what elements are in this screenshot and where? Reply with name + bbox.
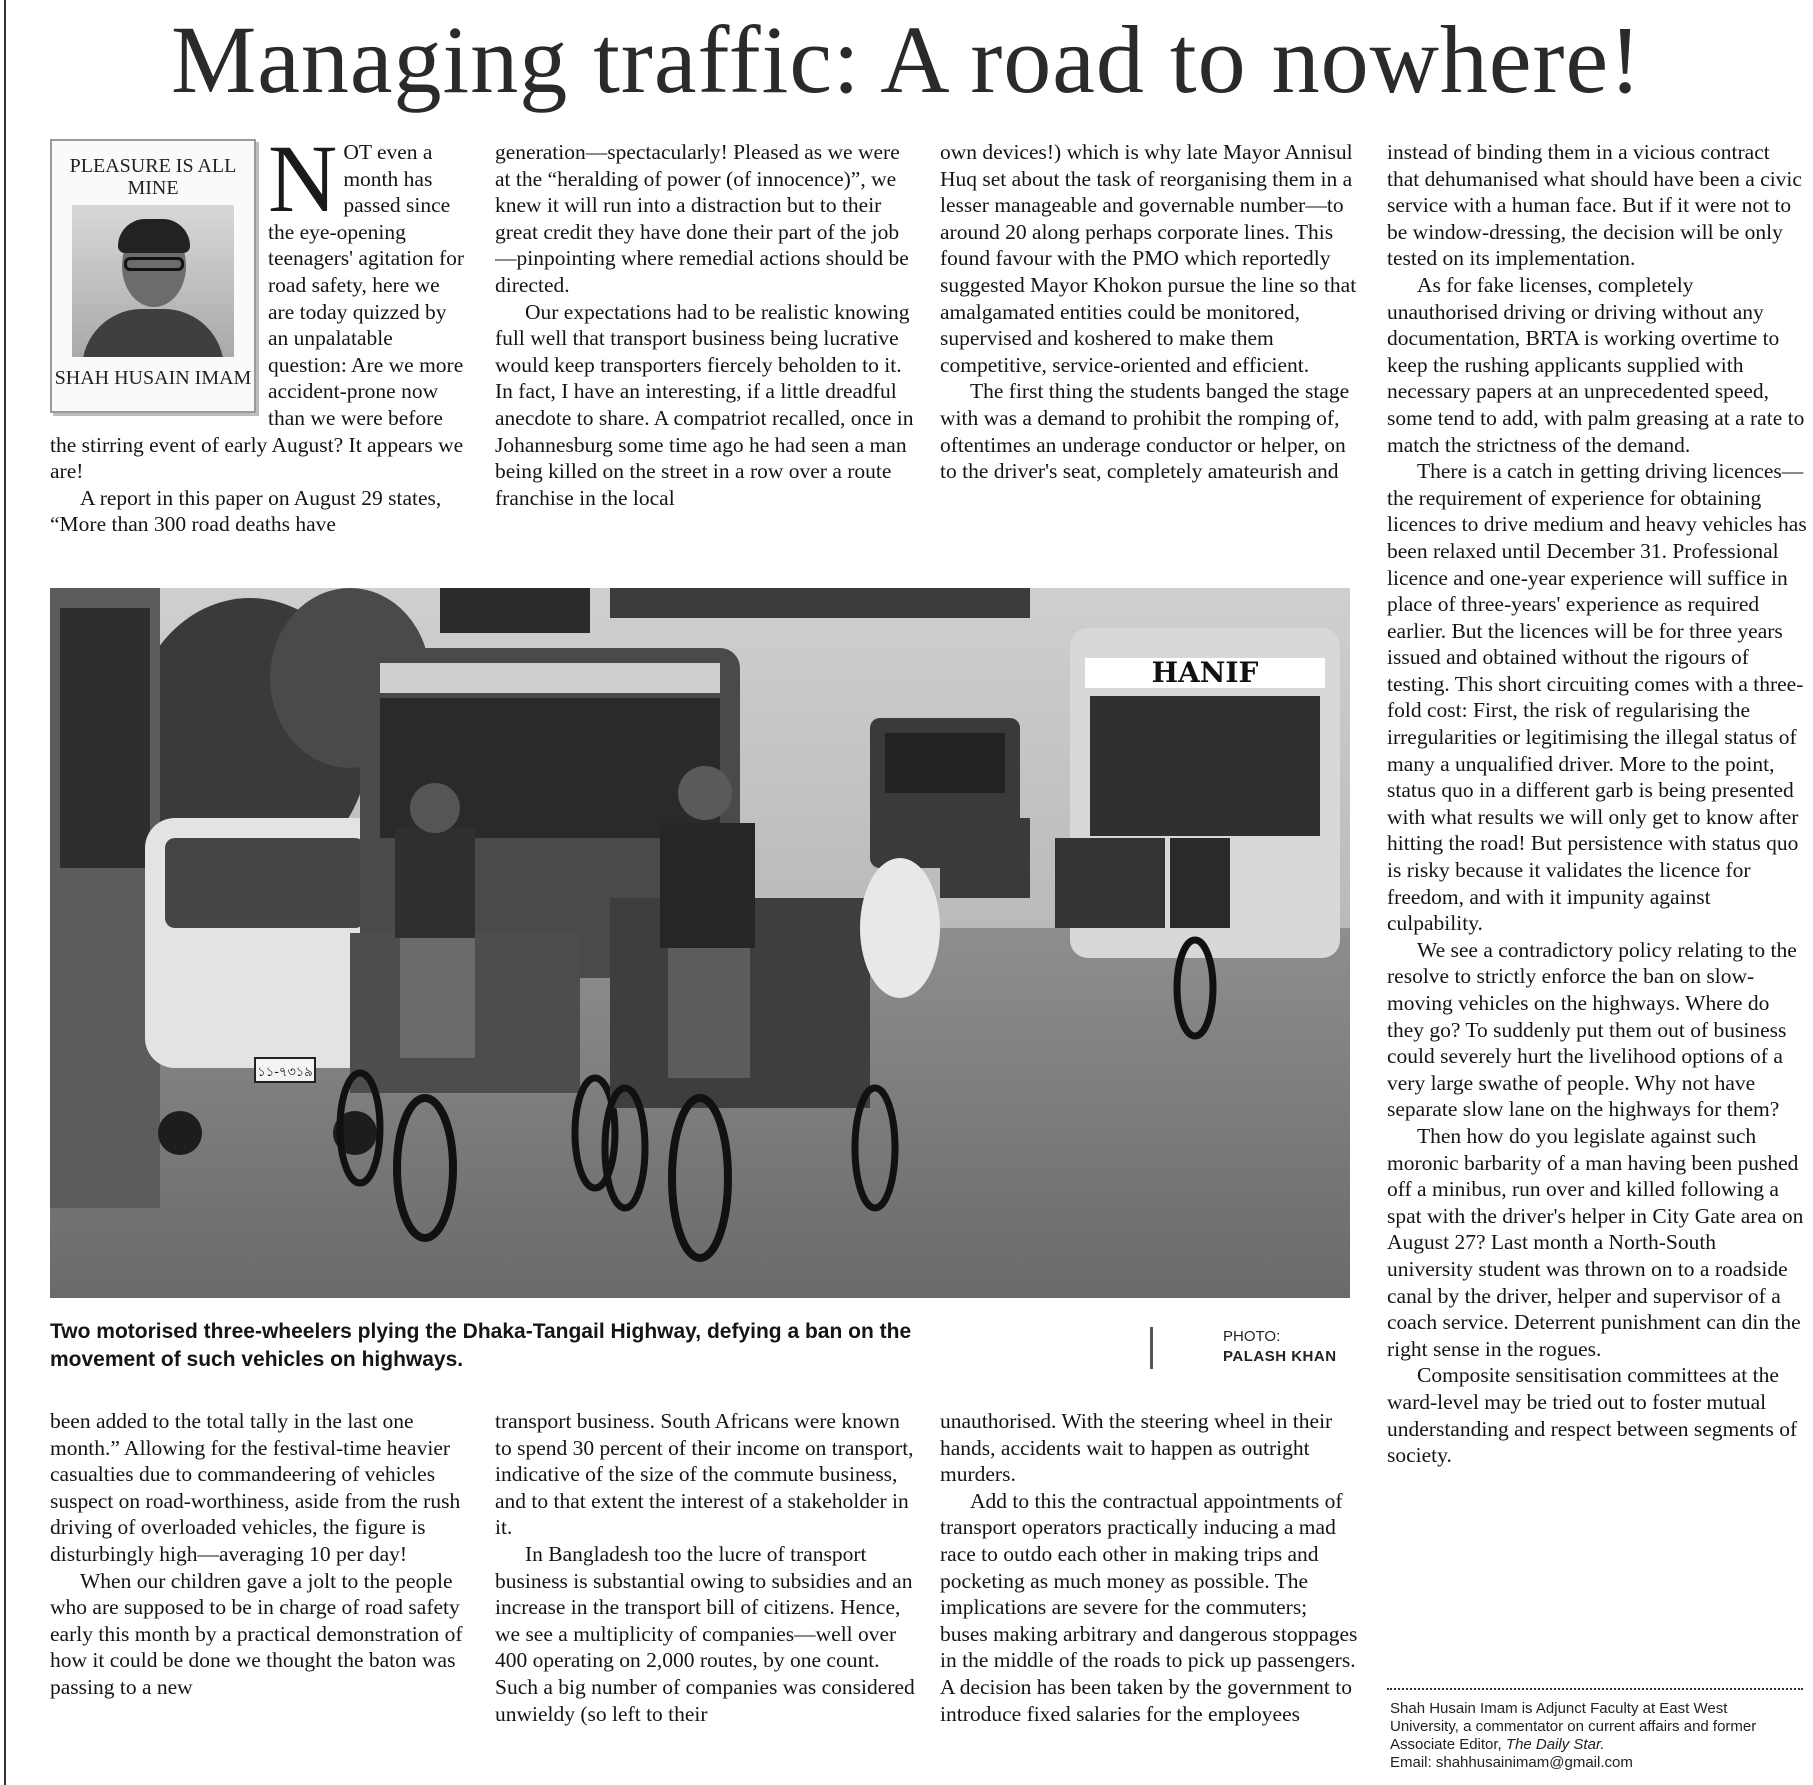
- paragraph: As for fake licenses, completely unauthorised driving or driving without any documentation, BRTA is working overtime to keep the rushing applicants supplied with necessary papers at an unprecedented speed, some tend to add, with palm greasing at a rate to match the strictness of the demand.: [1387, 272, 1805, 457]
- author-bio-publication: The Daily Star.: [1505, 1736, 1605, 1753]
- paragraph: Composite sensitisation committees at the ward-level may be tried out to foster mutual understanding and respect between segments of society.: [1387, 1363, 1798, 1468]
- paragraph: The first thing the students banged the stage with was a demand to prohibit the romping of, oftentimes an underage conductor or helper, on to the driver's seat, completely amateurish and: [940, 379, 1350, 484]
- van-number-plate: ১১-৭৩১৯: [257, 1065, 313, 1080]
- headline: Managing traffic: A road to nowhere!: [170, 6, 1643, 113]
- byline-column-name: PLEASURE IS ALL MINE: [69, 155, 237, 199]
- article-column-3-bottom: [940, 1408, 1360, 1783]
- paragraph: instead of binding them in a vicious contract that dehumanised what should have been a civic service with a human face. But if it were not to be window-dressing, the decision will be only tested on its implementation.: [1387, 140, 1802, 271]
- photo-caption: Two motorised three-wheelers plying the Dhaka-Tangail Highway, defying a ban on the movement of such vehicles on highways.: [50, 1320, 912, 1371]
- author-bio: [1390, 1700, 1800, 1772]
- page-left-rule: [4, 0, 6, 1785]
- photo-credit-name: PALASH KHAN: [1223, 1348, 1337, 1365]
- author-email[interactable]: shahhusainimam@gmail.com: [1435, 1754, 1633, 1771]
- paragraph: Add to this the contractual appointments of transport operators practically inducing a mad race to outdo each other in making trips and pocketing as much money as possible. The implications are severe for the commuters; buses making arbitrary and dangerous stoppages in the middle of the roads to pick up passengers. A decision has been taken by the government to introduce fixed salaries for the employees: [940, 1488, 1358, 1726]
- news-photo: [50, 588, 1350, 1298]
- article-column-2-top: [495, 139, 915, 574]
- byline-box: [50, 139, 256, 413]
- article-column-1-top: [50, 139, 468, 574]
- paragraph: OT even a month has passed since the eye-opening teenagers' agitation for road safety, here we are today quizzed by an unpalatable question: Are we more accident-prone now than we were before the stirring event of early August? It appears we are!: [50, 140, 465, 484]
- paragraph: There is a catch in getting driving licences—the requirement of experience for obtaining licences to drive medium and heavy vehicles has been relaxed until December 31. Professional licence and one-year experience will suffice in place of three-years' experience as required earlier. But the licences will be for three years issued and obtained without the rigours of testing. This short circuiting comes with a three-fold cost: First, the risk of regularising the irregularities or legitimising the illegal status of many a unqualified driver. More to the point, status quo in a different garb is being presented with what results we will only get to know after hitting the road! But persistence with status quo is risky because it validates the licence for freedom, and with it impunity against culpability.: [1387, 459, 1807, 936]
- bio-divider: [1387, 1688, 1803, 1690]
- paragraph: been added to the total tally in the last one month.” Allowing for the festival-time heavier casualties due to commandeering of vehicles suspect on road-worthiness, aside from the rush driving of overloaded vehicles, the figure is disturbingly high—averaging 10 per day!: [50, 1409, 461, 1566]
- author-portrait: [72, 205, 234, 357]
- paragraph: Then how do you legislate against such moronic barbarity of a man having been pushed off a minibus, run over and killed following a spat with the driver's helper in City Gate area on August 27? Last month a North-South university student was thrown on to a roadside canal by the driver, helper and supervisor of a coach service. Deterrent punishment can din the right sense in the rogues.: [1387, 1123, 1804, 1361]
- drop-cap: N: [268, 139, 338, 232]
- paragraph: transport business. South Africans were known to spend 30 percent of their income on transport, indicative of the size of the commute business, and to that extent the interest of a stakeholder in it.: [495, 1409, 914, 1540]
- photo-credit: [1223, 1327, 1363, 1367]
- bus-sign: HANIF: [1151, 656, 1259, 689]
- paragraph: Our expectations had to be realistic knowing full well that transport business being lucrative would keep transporters fiercely beholden to it. In fact, I have an interesting, if a little dreadful anecdote to share. A compatriot recalled, once in Johannesburg some time ago he had seen a man being killed on the street in a row over a route franchise in the local: [495, 299, 914, 510]
- paragraph: own devices!) which is why late Mayor Annisul Huq set about the task of reorganising them in a lesser manageable and governable number—to around 20 along perhaps corporate lines. This found favour with the PMO which reportedly suggested Mayor Khokon pursue the line so that amalgamated entities could be monitored, supervised and koshered to make them competitive, service-oriented and efficient.: [940, 140, 1357, 377]
- author-bio-email-label: Email:: [1390, 1754, 1432, 1771]
- paragraph: When our children gave a jolt to the people who are supposed to be in charge of road safety early this month by a practical demonstration of how it could be done we thought the baton was passing to a new: [50, 1568, 463, 1699]
- byline-author: SHAH HUSAIN IMAM: [54, 367, 252, 389]
- paragraph: In Bangladesh too the lucre of transport business is substantial owing to subsidies and an increase in the transport bill of citizens. Hence, we see a multiplicity of companies—well over 400 operating on 2,000 routes, by one count. Such a big number of companies was considered unwieldy (so left to their: [495, 1541, 915, 1726]
- paragraph: We see a contradictory policy relating to the resolve to strictly enforce the ban on slow-moving vehicles on the highways. Where do they go? To suddenly put them out of business could severely hurt the livelihood options of a very large swathe of people. Why not have separate slow lane on the highways for them?: [1387, 937, 1797, 1122]
- photo-credit-label: PHOTO:: [1223, 1328, 1281, 1345]
- article-column-4: [1387, 139, 1807, 1684]
- article-column-1-bottom: [50, 1408, 468, 1783]
- author-bio-text: Shah Husain Imam is Adjunct Faculty at East West University, a commentator on current affairs and former Associate Editor,: [1390, 1700, 1757, 1753]
- paragraph: generation—spectacularly! Pleased as we were at the “heralding of power (of innocence)”, we knew it will run into a distraction but to their great credit they have done their part of the job—pinpointing where remedial actions should be directed.: [495, 140, 909, 297]
- credit-divider: [1150, 1327, 1153, 1369]
- paragraph: unauthorised. With the steering wheel in their hands, accidents wait to happen as outright murders.: [940, 1409, 1333, 1487]
- article-column-3-top: [940, 139, 1360, 574]
- paragraph: A report in this paper on August 29 states, “More than 300 road deaths have: [50, 485, 442, 537]
- article-column-2-bottom: [495, 1408, 915, 1783]
